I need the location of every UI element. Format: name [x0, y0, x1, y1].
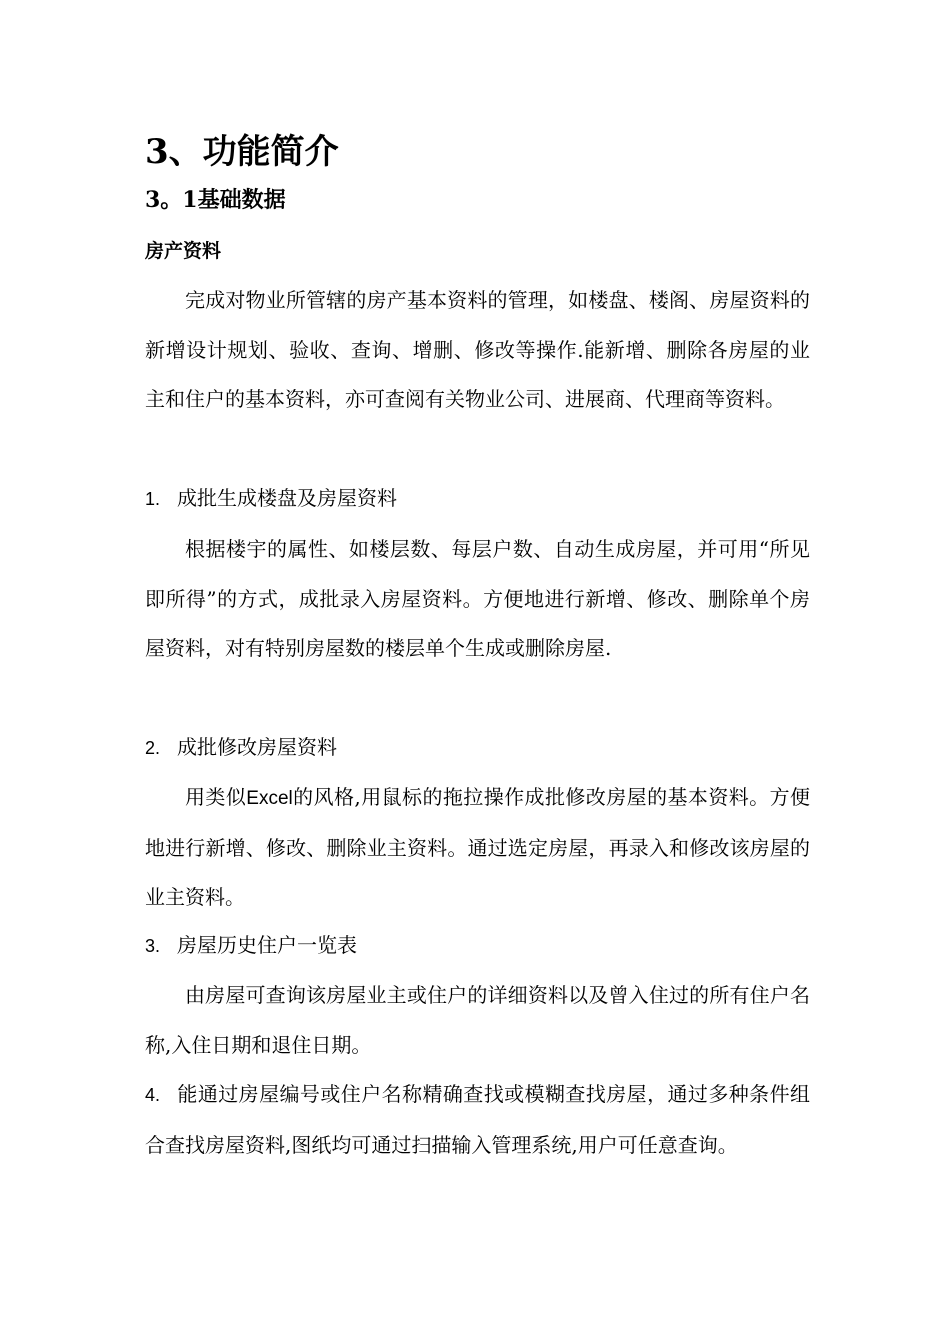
item-4-number: 4. — [145, 1085, 161, 1105]
item-2-body-pre: 用类似 — [185, 785, 247, 809]
intro-paragraph: 完成对物业所管辖的房产基本资料的管理，如楼盘、楼阁、房屋资料的新增设计规划、验收、查询、增删、修改等操作.能新增、删除各房屋的业主和住户的基本资料，亦可查阅有关物业公司、进展商、代理商等资料。 — [145, 288, 810, 411]
item-2-body-post: 的风格,用鼠标的拖拉操作成批修改房屋的基本资料。方便地进行新增、修改、删除业主资料。通过选定房屋，再录入和修改该房屋的业主资料。 — [145, 785, 811, 909]
item-1-title-text: 成批生成楼盘及房屋资料 — [177, 486, 397, 510]
item-2-title — [145, 723, 810, 774]
item-4-text: 能通过房屋编号或住户名称精确查找或模糊查找房屋，通过多种条件组合查找房屋资料,图纸均可通过扫描输入管理系统,用户可任意查询。 — [145, 1082, 810, 1157]
item-3-number: 3. — [145, 936, 161, 956]
item-1-number: 1. — [145, 489, 161, 509]
item-3-body: 由房屋可查询该房屋业主或住户的详细资料以及曾入住过的所有住户名称,入住日期和退住日期。 — [145, 983, 810, 1057]
item-3-title — [145, 921, 810, 972]
item-2-title-text: 成批修改房屋资料 — [177, 735, 337, 759]
item-4-paragraph — [145, 1070, 810, 1170]
item-1-body: 根据楼宇的属性、如楼层数、每层户数、自动生成房屋，并可用“所见即所得”的方式，成批录入房屋资料。方便地进行新增、修改、删除单个房屋资料，对有特别房屋数的楼层单个生成或删除房屋. — [145, 537, 810, 660]
section-heading: 3、功能简介 — [145, 132, 339, 172]
item-1-title — [145, 474, 810, 525]
item-2-number: 2. — [145, 738, 161, 758]
subsection-heading: 3。1基础数据 — [145, 187, 286, 213]
item-2-body-latin: Excel — [246, 788, 293, 809]
topic-heading: 房产资料 — [145, 240, 222, 262]
item-2-body — [145, 773, 810, 923]
item-3-title-text: 房屋历史住户一览表 — [177, 933, 357, 957]
